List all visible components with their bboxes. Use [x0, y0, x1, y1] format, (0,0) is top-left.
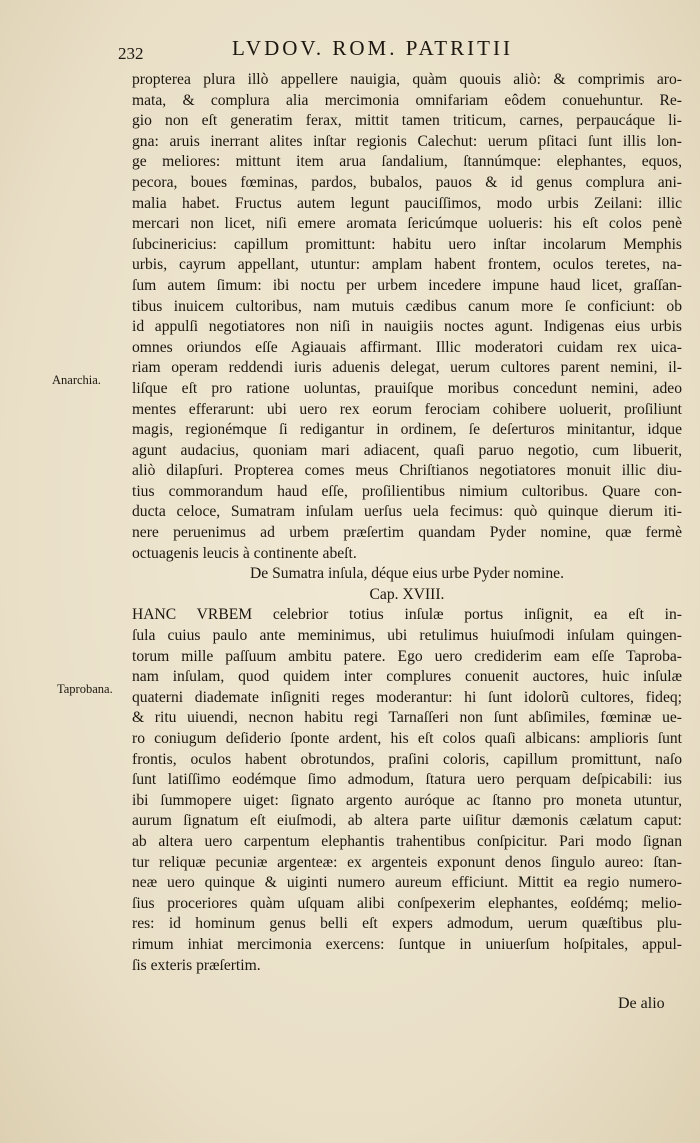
marginal-note-anarchia: Anarchia.	[52, 373, 101, 387]
text-line: ducta celoce, Sumatram inſulam uerſus uela fecimus: quò quinque dierum iti-	[132, 503, 682, 521]
text-line: frontis, oculos habent obrotundos, praſini coloris, capillum promittunt, naſo	[132, 750, 682, 768]
text-line: ſubcinericius: capillum promittunt: habitu uero inſtar incolarum Memphis	[132, 235, 682, 253]
text-line: ſum autem ſimum: ibi noctu per urbem incedere impune haud licet, graſſan-	[132, 276, 682, 294]
text-line: rimum inhiat mercimonia exercens: ſuntque in uniuerſum hoſpitales, appul-	[132, 935, 682, 953]
text-line: gna: aruis inerrant alites inſtar regionis Calechut: uerum pſitaci ſunt illis lon-	[132, 132, 682, 150]
text-line: quaterni diademate inſigniti reges moderantur: hi ſunt idolorũ cultores, fideq;	[132, 688, 682, 706]
text-line: aurum ſignatum eſt eiuſmodi, ab altera parte uiſitur dæmonis cælatum caput:	[132, 812, 682, 830]
page-number: 232	[118, 44, 144, 63]
text-line: HANC VRBEM celebrior totius inſulæ portus inſignit, ea eſt in-	[132, 606, 682, 624]
text-line: ſunt latiſſimo eodémque ſimo admodum, ſtatura uero perquam deſpicabili: ius	[132, 771, 682, 789]
text-line: malia habet. Fructus autem legunt pauciſſimos, modo urbis Zeilani: illic	[132, 194, 682, 212]
text-line: gio non eſt generatim ferax, mittit tamen triticum, carnes, perpaucáque li-	[132, 112, 682, 130]
text-line: ſula cuius paulo ante meminimus, ubi retulimus huiuſmodi inſulam quingen-	[132, 627, 682, 645]
chapter-number: Cap. XVIII.	[369, 585, 445, 603]
catchword: De alio	[618, 995, 665, 1012]
text-line: agunt audacius, quoniam mari adiacent, quaſi paruo negotio, cum libuerit,	[132, 441, 682, 459]
text-line: omnes oriundos eſſe Agiauais affirmant. Illic moderatori cuidam rex uica-	[132, 338, 682, 356]
text-line: nere peruenimus ad urbem præſertim quandam Pyder nomine, quæ fermè	[132, 524, 682, 542]
text-line: pecora, boues fœminas, pardos, bubalos, pauos & id genus complura ani-	[132, 173, 682, 191]
text-line: & ritu uiuendi, necnon habitu regi Tarnaſſeri non ſunt abſimiles, fœminæ ue-	[132, 709, 682, 727]
chapter-heading: De Sumatra inſula, déque eius urbe Pyder nomine.	[250, 565, 564, 583]
text-line: mentes efferarunt: ubi uero rex eorum ferociam cohibere uoluerit, proſiliunt	[132, 400, 682, 418]
text-line: magis, regionémque ſi redigantur in ordinem, ſe deſerturos minitantur, idque	[132, 421, 682, 439]
text-line: octuagenis leucis à continente abeſt.	[132, 544, 357, 562]
text-line: urbis, cayrum appellant, utuntur: amplam habent frontem, oculos teretes, na-	[132, 256, 682, 274]
text-line: tibus inuicem cultoribus, nam mutuis cædibus canum more ſe conficiunt: ob	[132, 297, 682, 315]
marginal-note-taprobana: Taprobana.	[57, 682, 113, 696]
text-line: propterea plura illò appellere nauigia, quàm quouis aliò: & comprimis aro-	[132, 71, 682, 88]
text-line: aliò dilapſuri. Propterea comes meus Chriſtianos negotiatores monuit illic diu-	[132, 462, 682, 480]
text-line: tur reliquæ pecuniæ argenteæ: ex argenteis exponunt denos ſingulo aureo: ſtan-	[132, 853, 682, 871]
text-line: mercari non licet, niſi emere aromata ſericúmque uolueris: his eſt colos penè	[132, 215, 682, 233]
text-line: riam operam reddendi iuris aduenis delegat, uerum cultores parent nemini, il-	[132, 359, 682, 377]
main-text	[132, 70, 682, 976]
text-line: ſius proceriores quàm uſquam alibi conſpexerim elephantes, eoſdémq; melio-	[132, 894, 682, 912]
text-line: ab altera uero carpentum elephantis trahentibus conſpicitur. Pari modo ſignan	[132, 832, 682, 850]
text-line: neæ uero quinque & uiginti numero aureum efficiunt. Mittit ea regio numero-	[132, 874, 682, 892]
text-line: res: id hominum genus belli eſt expers admodum, uerum quæſtibus plu-	[132, 915, 682, 933]
text-line: tius commorandum haud eſſe, proſilientibus nimium cultoribus. Quare con-	[132, 482, 682, 500]
text-line: ibi ſummopere uiget: ſignato argento auróque ac ſtanno pro moneta utuntur,	[132, 791, 682, 809]
text-line: nam inſulam, quod quidem inter complures conuenit auctores, huic inſulæ	[132, 668, 682, 686]
text-line: ro coniugum deſiderio ſponte ardent, his eſt colos quaſi albicans: amplioris ſunt	[132, 730, 682, 747]
text-line: ſis exteris præſertim.	[132, 956, 261, 974]
text-line: ge meliores: mittunt item arua ſandalium, ſtannúmque: elephantes, equos,	[132, 153, 682, 171]
text-line: torum mille paſſuum ambitu patere. Ego uero crediderim eam eſſe Taproba-	[132, 647, 682, 665]
running-title: LVDOV. ROM. PATRITII	[232, 36, 513, 60]
text-line: mata, & complura alia mercimonia omnifariam eôdem conuehuntur. Re-	[132, 91, 682, 109]
text-line: liſque eſt pro ratione uoluntas, prauiſque moribus concedunt nemini, adeo	[132, 379, 682, 397]
text-line: id appulſi negotiatores non niſi in nauigiis noctes agunt. Indigenas eius urbis	[132, 318, 682, 336]
